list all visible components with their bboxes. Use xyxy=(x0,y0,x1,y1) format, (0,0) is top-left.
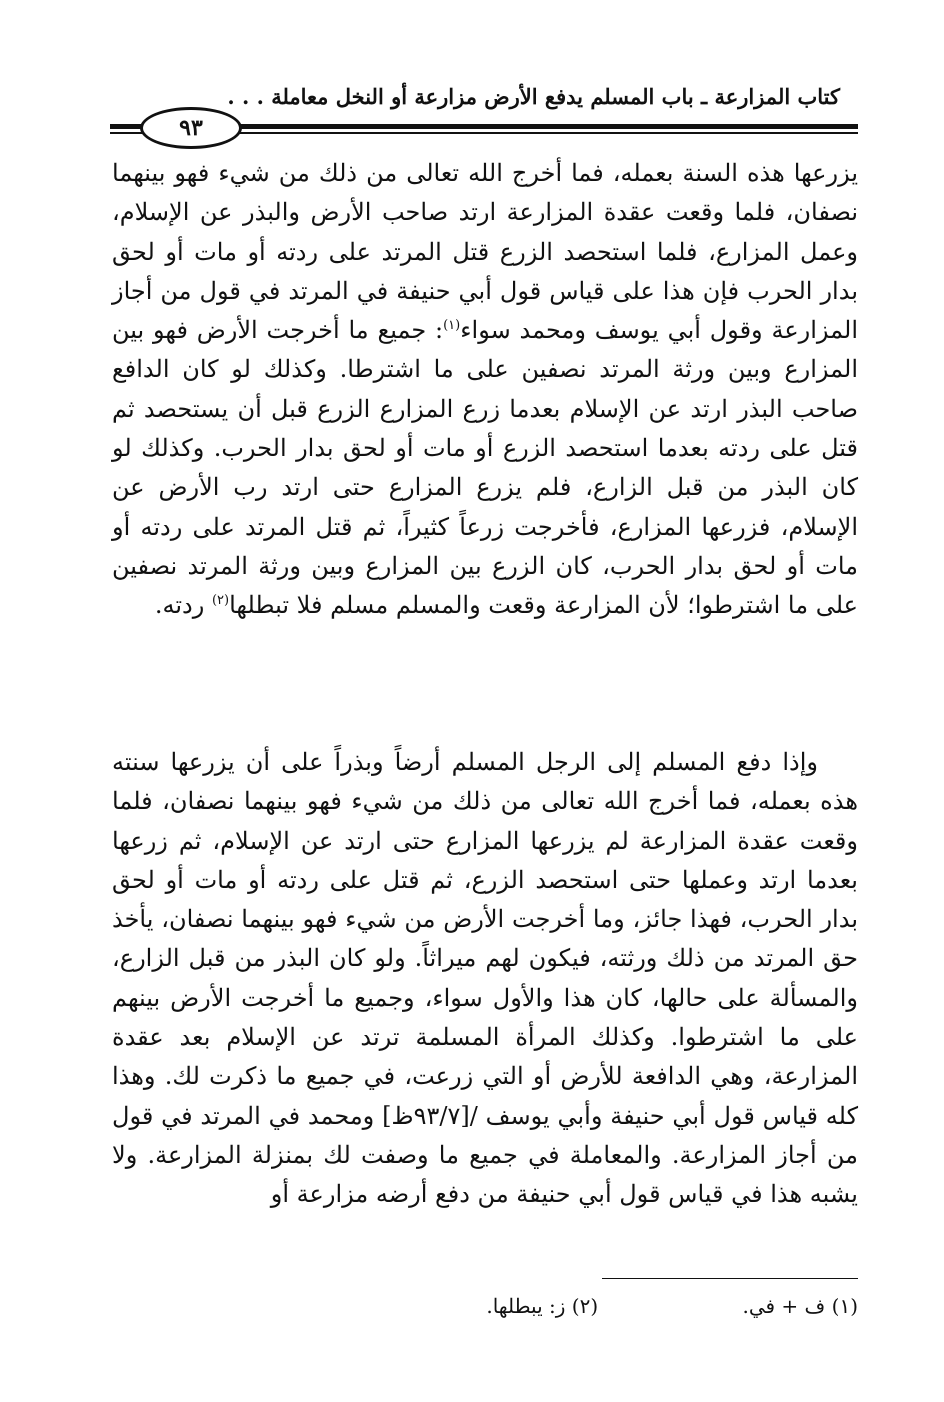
footnotes xyxy=(112,1294,858,1318)
footnote-separator xyxy=(602,1278,858,1279)
paragraph-1-part-3: ردته. xyxy=(154,591,212,620)
footnote-2: (٢) ز: يبطلها. xyxy=(486,1294,599,1318)
footnote-1: (١) ف + في. xyxy=(742,1294,858,1318)
page-number: ٩٣ xyxy=(140,107,242,149)
running-title: كتاب المزارعة ـ باب المسلم يدفع الأرض مزارعة أو النخل معاملة . . . xyxy=(227,84,840,109)
footnote-ref-1: (١) xyxy=(443,318,461,334)
paragraph-1 xyxy=(112,154,858,626)
paragraph-1-part-1: يزرعها هذه السنة بعمله، فما أخرج الله تعالى من ذلك من شيء فهو بينهما نصفان، فلما وقعت عقدة المزارعة ارتد صاحب الأرض والبذر عن الإسلام، وعمل المزارع، فلما استحصد الزرع قتل المرتد على ردته أو مات أو لحق بدار الحرب فإن هذا على قياس قول أبي حنيفة في المرتد في قول من أجاز المزارعة وقول أبي يوسف ومحمد سواء xyxy=(112,159,858,345)
paragraph-1-part-2: : جميع ما أخرجت الأرض فهو بين المزارع وبين ورثة المرتد نصفين على ما اشترطا. وكذلك لو كان الدافع صاحب البذر ارتد عن الإسلام بعدما زرع المزارع الزرع قبل أن يستحصد ثم قتل على ردته بعدما استحصد الزرع أو مات أو لحق بدار الحرب. وكذلك لو كان البذر من قبل الزارع، فلم يزرع المزارع حتى ارتد رب الأرض عن الإسلام، فزرعها المزارع، فأخرجت زرعاً كثيراً، ثم قتل المرتد على ردته أو مات أو لحق بدار الحرب، كان الزرع بين المزارع وبين ورثة المرتد نصفين على ما اشترطوا؛ لأن المزارعة وقعت والمسلم مسلم فلا تبطلها xyxy=(112,316,858,620)
footnote-ref-2: (٢) xyxy=(211,593,230,609)
paragraph-2: وإذا دفع المسلم إلى الرجل المسلم أرضاً وبذراً على أن يزرعها سنته هذه بعمله، فما أخرج الله تعالى من ذلك من شيء فهو بينهما نصفان، فلما وقعت عقدة المزارعة لم يزرعها المزارع حتى ارتد عن الإسلام، ثم زرعها بعدما ارتد وعملها حتى استحصد الزرع، ثم قتل على ردته أو مات أو لحق بدار الحرب، فهذا جائز، وما أخرجت الأرض من شيء فهو بينهما نصفان، يأخذ حق المرتد من ذلك ورثته، فيكون لهم ميراثاً. ولو كان البذر من قبل الزارع، والمسألة على حالها، كان هذا والأول سواء، وجميع ما أخرجت الأرض بينهم على ما اشترطوا. وكذلك المرأة المسلمة ترتد عن الإسلام بعد عقدة المزارعة، وهي الدافعة للأرض أو التي زرعت، في جميع ما ذكرت لك. وهذا كله قياس قول أبي حنيفة وأبي يوسف /[٩٣/٧ظ] ومحمد في المرتد في قول من أجاز المزارعة. والمعاملة في جميع ما وصفت لك بمنزلة المزارعة. ولا يشبه هذا في قياس قول أبي حنيفة من دفع أرضه مزارعة أو xyxy=(112,748,859,1209)
